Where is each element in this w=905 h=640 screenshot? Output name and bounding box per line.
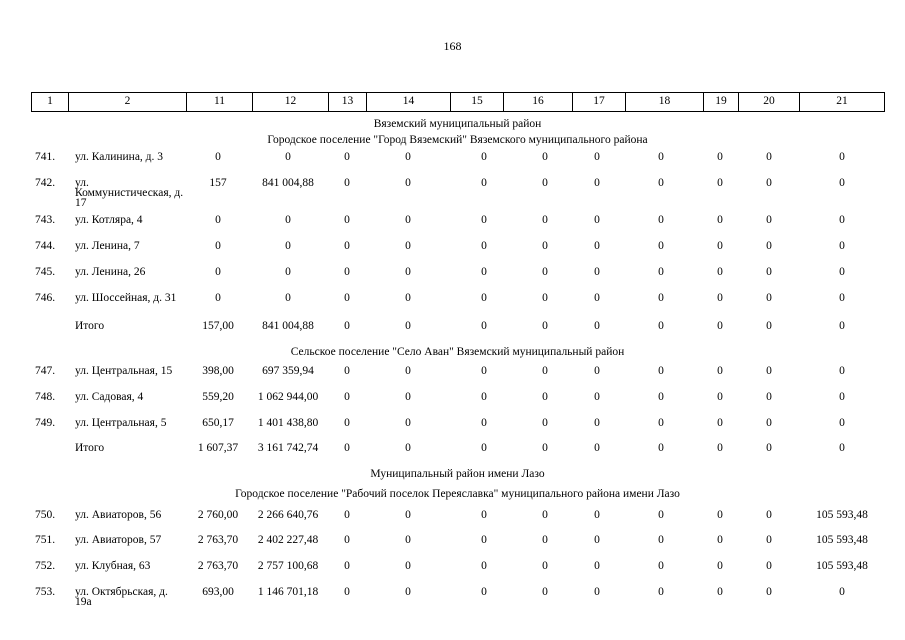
row-number: 742. [35,177,56,189]
value-cell: 0 [839,586,845,598]
value-cell: 0 [839,292,845,304]
value-cell: 0 [285,214,291,226]
value-cell: 157 [209,177,227,189]
section-heading: Муниципальный район имени Лазо [370,468,545,480]
table-row [31,586,884,608]
value-cell: 0 [542,151,548,163]
value-cell: 0 [839,240,845,252]
value-cell: 0 [405,266,411,278]
value-cell: 0 [594,586,600,598]
section-heading: Городское поселение "Рабочий поселок Переяславка" муниципального района имени Лазо [235,488,680,500]
address-cell: ул. Клубная, 63 [75,560,151,572]
value-cell: 841 004,88 [262,177,314,189]
value-cell: 0 [594,365,600,377]
column-header-cell: 19 [704,93,739,112]
value-cell: 0 [594,534,600,546]
value-cell: 841 004,88 [262,320,314,332]
row-number: 748. [35,391,56,403]
table-row [31,510,884,524]
value-cell: 0 [542,509,548,521]
value-cell: 0 [717,240,723,252]
value-cell: 0 [542,240,548,252]
value-cell: 0 [405,240,411,252]
value-cell: 559,20 [202,391,234,403]
value-cell: 0 [717,560,723,572]
value-cell: 0 [481,509,487,521]
column-header-cell: 14 [367,93,451,112]
value-cell: 0 [658,177,664,189]
value-cell: 0 [405,391,411,403]
value-cell: 0 [405,586,411,598]
table-row [31,241,884,255]
value-cell: 0 [658,214,664,226]
value-cell: 0 [766,266,772,278]
page-number: 168 [443,39,462,53]
address-cell: ул. Центральная, 15 [75,365,173,377]
value-cell: 0 [542,320,548,332]
value-cell: 0 [542,586,548,598]
value-cell: 0 [481,320,487,332]
value-cell: 0 [658,534,664,546]
value-cell: 697 359,94 [262,365,314,377]
value-cell: 0 [658,365,664,377]
value-cell: 0 [594,214,600,226]
value-cell: 0 [594,151,600,163]
value-cell: 157,00 [202,320,234,332]
value-cell: 0 [481,534,487,546]
value-cell: 650,17 [202,417,234,429]
value-cell: 0 [344,320,350,332]
value-cell: 0 [717,214,723,226]
value-cell: 0 [542,442,548,454]
value-cell: 0 [481,214,487,226]
column-header-cell: 17 [573,93,626,112]
column-header-cell: 11 [187,93,253,112]
value-cell: 0 [481,417,487,429]
value-cell: 0 [717,266,723,278]
row-number: 749. [35,417,56,429]
value-cell: 2 760,00 [197,509,239,521]
value-cell: 0 [594,320,600,332]
value-cell: 0 [594,240,600,252]
value-cell: 105 593,48 [816,509,868,521]
value-cell: 0 [839,417,845,429]
value-cell: 0 [215,266,221,278]
value-cell: 0 [405,151,411,163]
value-cell: 0 [405,560,411,572]
value-cell: 0 [542,214,548,226]
table-row [31,177,884,209]
value-cell: 693,00 [202,586,234,598]
value-cell: 0 [405,320,411,332]
value-cell: 0 [717,391,723,403]
address-cell: ул. Садовая, 4 [75,391,144,403]
address-cell: ул. Котляра, 4 [75,214,143,226]
value-cell: 0 [542,391,548,403]
value-cell: 0 [481,292,487,304]
row-number: 747. [35,365,56,377]
value-cell: 0 [766,320,772,332]
value-cell: 0 [344,365,350,377]
column-header-cell: 2 [69,93,187,112]
value-cell: 0 [481,151,487,163]
value-cell: 0 [481,365,487,377]
value-cell: 0 [405,177,411,189]
value-cell: 0 [594,177,600,189]
value-cell: 0 [344,391,350,403]
table-row [31,561,884,575]
value-cell: 0 [542,560,548,572]
value-cell: 0 [594,391,600,403]
value-cell: 0 [766,365,772,377]
value-cell: 0 [344,292,350,304]
value-cell: 0 [285,292,291,304]
value-cell: 0 [658,391,664,403]
value-cell: 0 [481,560,487,572]
address-cell: ул. Авиаторов, 57 [75,534,162,546]
row-number: 745. [35,266,56,278]
value-cell: 0 [215,214,221,226]
value-cell: 0 [594,292,600,304]
value-cell: 2 757 100,68 [257,560,319,572]
value-cell: 0 [344,151,350,163]
value-cell: 0 [766,417,772,429]
value-cell: 0 [839,177,845,189]
column-header-cell: 20 [739,93,800,112]
value-cell: 0 [215,240,221,252]
value-cell: 0 [215,292,221,304]
value-cell: 2 763,70 [197,560,239,572]
value-cell: 0 [542,365,548,377]
value-cell: 0 [766,442,772,454]
value-cell: 0 [766,586,772,598]
section-heading: Городское поселение "Город Вяземский" Вяземского муниципального района [267,134,648,146]
value-cell: 0 [717,442,723,454]
value-cell: 0 [405,417,411,429]
row-number: 750. [35,509,56,521]
value-cell: 1 062 944,00 [257,391,319,403]
value-cell: 0 [766,509,772,521]
value-cell: 0 [542,534,548,546]
value-cell: 0 [594,266,600,278]
column-header-cell: 18 [626,93,704,112]
value-cell: 0 [766,292,772,304]
value-cell: 0 [717,151,723,163]
total-label: Итого [75,442,105,454]
section-heading: Вяземский муниципальный район [373,118,542,130]
value-cell: 0 [839,214,845,226]
value-cell: 0 [766,151,772,163]
value-cell: 0 [542,266,548,278]
value-cell: 0 [658,509,664,521]
row-number: 743. [35,214,56,226]
value-cell: 0 [658,560,664,572]
address-cell: ул. Коммунистическая, д. 17 [75,177,184,209]
value-cell: 0 [542,292,548,304]
value-cell: 105 593,48 [816,534,868,546]
address-cell: ул. Ленина, 7 [75,240,140,252]
table-row [31,215,884,229]
column-header-cell: 16 [504,93,573,112]
address-cell: ул. Шоссейная, д. 31 [75,292,177,304]
value-cell: 0 [481,240,487,252]
value-cell: 0 [542,417,548,429]
value-cell: 0 [344,177,350,189]
value-cell: 0 [344,509,350,521]
value-cell: 0 [658,240,664,252]
column-header-row [32,93,885,112]
address-cell: ул. Центральная, 5 [75,417,167,429]
column-header-cell: 21 [800,93,885,112]
value-cell: 0 [766,214,772,226]
table-row [31,392,884,406]
row-number: 751. [35,534,56,546]
value-cell: 0 [344,586,350,598]
value-cell: 0 [405,292,411,304]
value-cell: 398,00 [202,365,234,377]
value-cell: 0 [839,442,845,454]
value-cell: 2 402 227,48 [257,534,319,546]
row-number: 741. [35,151,56,163]
value-cell: 0 [285,151,291,163]
address-cell: ул. Авиаторов, 56 [75,509,162,521]
value-cell: 0 [285,266,291,278]
value-cell: 0 [344,266,350,278]
value-cell: 2 763,70 [197,534,239,546]
value-cell: 0 [658,292,664,304]
value-cell: 0 [766,391,772,403]
value-cell: 0 [658,320,664,332]
value-cell: 0 [344,560,350,572]
value-cell: 0 [481,177,487,189]
value-cell: 0 [717,417,723,429]
address-cell: ул. Калинина, д. 3 [75,151,164,163]
value-cell: 0 [594,417,600,429]
value-cell: 0 [658,417,664,429]
value-cell: 0 [405,442,411,454]
value-cell: 0 [405,534,411,546]
table-row [31,418,884,432]
row-number: 753. [35,586,56,598]
value-cell: 0 [344,214,350,226]
value-cell: 0 [717,586,723,598]
value-cell: 0 [658,442,664,454]
value-cell: 3 161 742,74 [257,442,319,454]
value-cell: 0 [717,292,723,304]
value-cell: 2 266 640,76 [257,509,319,521]
value-cell: 1 607,37 [197,442,239,454]
column-header-cell: 13 [329,93,367,112]
value-cell: 0 [717,365,723,377]
total-row [31,321,884,335]
value-cell: 105 593,48 [816,560,868,572]
value-cell: 0 [839,151,845,163]
address-cell: ул. Ленина, 26 [75,266,146,278]
value-cell: 0 [766,177,772,189]
value-cell: 0 [344,240,350,252]
value-cell: 0 [405,214,411,226]
value-cell: 0 [594,560,600,572]
value-cell: 0 [766,240,772,252]
value-cell: 1 401 438,80 [257,417,319,429]
value-cell: 0 [658,266,664,278]
value-cell: 0 [594,509,600,521]
value-cell: 0 [344,417,350,429]
table-row [31,293,884,307]
table-row [31,366,884,380]
value-cell: 0 [405,365,411,377]
table-row [31,267,884,281]
value-cell: 0 [344,534,350,546]
value-cell: 0 [658,151,664,163]
row-number: 752. [35,560,56,572]
value-cell: 0 [717,177,723,189]
table-row [31,535,884,549]
value-cell: 0 [405,509,411,521]
column-header-cell: 15 [451,93,504,112]
address-cell: ул. Октябрьская, д. 19а [75,586,168,608]
value-cell: 0 [658,586,664,598]
value-cell: 0 [542,177,548,189]
column-header-table [31,92,885,112]
section-heading: Сельское поселение "Село Аван" Вяземский муниципальный район [290,346,625,358]
column-header-cell: 1 [32,93,69,112]
row-number: 746. [35,292,56,304]
row-number: 744. [35,240,56,252]
value-cell: 0 [839,391,845,403]
value-cell: 0 [594,442,600,454]
value-cell: 0 [481,586,487,598]
value-cell: 0 [285,240,291,252]
value-cell: 0 [481,391,487,403]
value-cell: 0 [766,534,772,546]
value-cell: 1 146 701,18 [257,586,319,598]
value-cell: 0 [215,151,221,163]
total-row [31,443,884,457]
value-cell: 0 [766,560,772,572]
value-cell: 0 [717,534,723,546]
value-cell: 0 [481,442,487,454]
value-cell: 0 [717,320,723,332]
total-label: Итого [75,320,105,332]
value-cell: 0 [481,266,487,278]
value-cell: 0 [839,365,845,377]
column-header-cell: 12 [253,93,329,112]
value-cell: 0 [839,266,845,278]
table-row [31,152,884,166]
value-cell: 0 [839,320,845,332]
value-cell: 0 [344,442,350,454]
value-cell: 0 [717,509,723,521]
